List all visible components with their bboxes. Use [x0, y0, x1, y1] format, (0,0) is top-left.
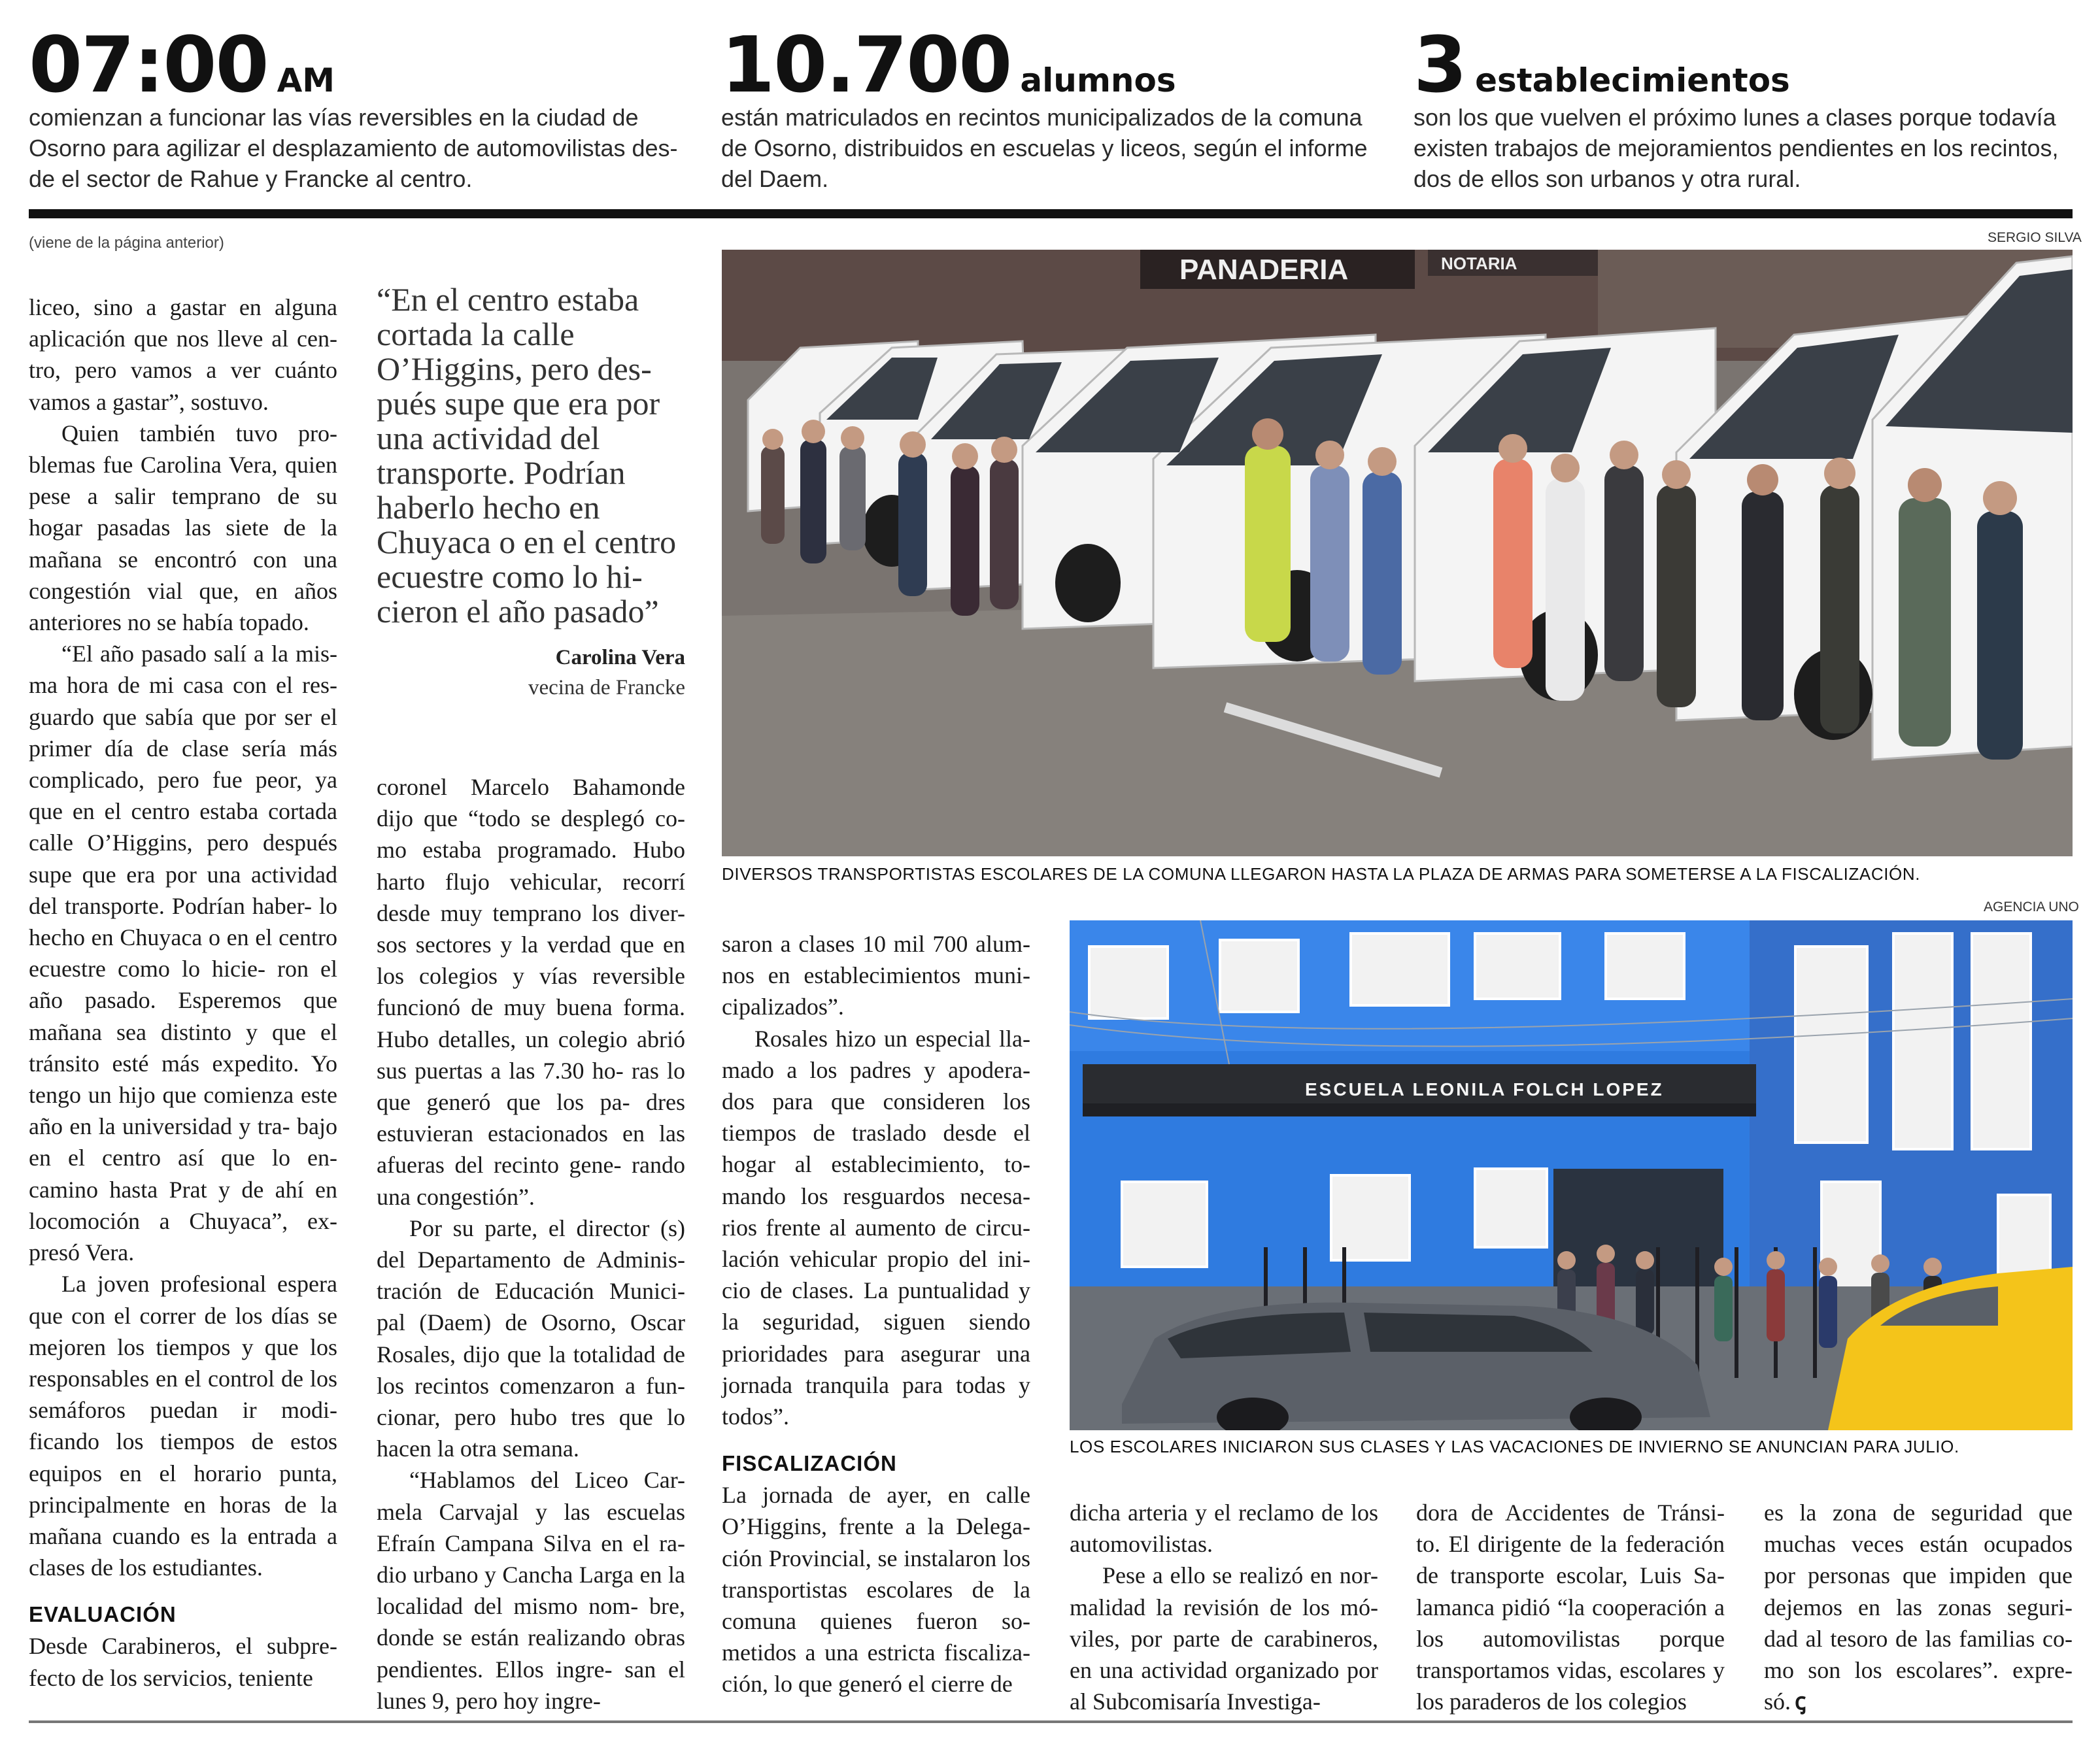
stat-desc-line: existen trabajos de mejoramientos pendientes en los recintos, — [1414, 135, 2059, 161]
pullquote-line: pués supe que era por — [377, 385, 660, 422]
article-column-3 — [722, 928, 1030, 1700]
stat-desc-line: de Osorno, distribuidos en escuelas y liceos, según el informe — [721, 135, 1368, 161]
section-heading: FISCALIZACIÓN — [722, 1451, 897, 1476]
stat-value: 3 — [1414, 20, 1466, 110]
paragraph: La joven profesional espera que con el correr de los días se mejoren los tiempos y que los responsables en el control de los semáforos puedan ir modi- ficando los tiempos de estos equipos en el horario punta, principalmente en horas de la mañana cuando es la entrada a clases de los estudiantes. — [29, 1271, 337, 1581]
stat-unit: alumnos — [1020, 61, 1176, 99]
photo-caption: LOS ESCOLARES INICIARON SUS CLASES Y LAS VACACIONES DE INVIERNO SE ANUNCIAN PARA JULIO. — [1070, 1437, 1959, 1456]
notary-sign: NOTARIA — [1441, 254, 1517, 273]
pullquote-line: cortada la calle — [377, 316, 575, 352]
paragraph: Pese a ello se realizó en nor- malidad la revisión de los mó- viles, por parte de carabineros, en una actividad organizado por al Subcomisaría Investiga- — [1070, 1562, 1378, 1715]
pullquote-line: una actividad del — [377, 420, 600, 456]
header-divider — [29, 209, 2073, 218]
stat-desc-line: comienzan a funcionar las vías reversibles en la ciudad de — [29, 104, 639, 131]
stat-value: 10.700 — [721, 20, 1011, 110]
pullquote-line: haberlo hecho en — [377, 489, 600, 526]
stat-description — [721, 102, 1381, 194]
end-mark-icon: ꞔ — [1795, 1688, 1806, 1715]
paragraph: dicha arteria y el reclamo de los automovilistas. — [1070, 1500, 1379, 1558]
pullquote — [377, 282, 703, 629]
pullquote-line: Chuyaca o en el centro — [377, 524, 677, 560]
stat-desc-line: Osorno para agilizar el desplazamiento de automovilistas des- — [29, 135, 678, 161]
stat-description — [29, 102, 689, 194]
photo-school-entrance — [1070, 920, 2073, 1430]
photo-credit: AGENCIA UNO — [1984, 899, 2079, 914]
paragraph: “El año pasado salí a la mis- ma hora de mi casa con el res- guardo que sabía que por ser el primer día de clase sería más complicado, pero fue peor, ya que en el centro estaba cortada calle O’Higgins, pero después supe que era por una actividad del transporte. Podrían haber- lo hecho en Chuyaca o en el centro ecuestre como lo hicie- ron el año pasado. Esperemos que mañana sea distinto y que el tránsito esté más expedito. Yo tengo un hijo que comienza este año en la universidad y tra- bajo en el centro así que lo en- camino hasta Prat y de ahí en locomoción a Chuyaca”, ex- presó Vera. — [29, 641, 338, 1266]
pullquote-line: ecuestre como lo hi- — [377, 558, 643, 595]
photo-vans-inspection — [722, 250, 2073, 856]
stat-desc-line: dos de ellos son urbanos y otra rural. — [1414, 165, 1801, 192]
stat-desc-line: están matriculados en recintos municipalizados de la comuna — [721, 104, 1363, 131]
stat-description — [1414, 102, 2074, 194]
article-column-5 — [1416, 1497, 1725, 1717]
paragraph: liceo, sino a gastar en alguna aplicación que nos lleve al cen- tro, pero vamos a ver cuánto vamos a gastar”, sostuvo. — [29, 294, 337, 415]
article-column-6 — [1764, 1497, 2073, 1717]
pullquote-line: transporte. Podrían — [377, 454, 626, 491]
photo-credit: SERGIO SILVA — [1988, 230, 2082, 245]
footer-divider — [29, 1720, 2073, 1723]
stat-students — [721, 20, 1176, 110]
paragraph: “Hablamos del Liceo Car- mela Carvajal y las escuelas Efraín Campana Silva en el ra- dio urbano y Cancha Larga en la localidad del mismo nom- bre, donde se están realizando obras pendientes. Ellos ingre- san el lunes 9, pero hoy ingre- — [377, 1467, 686, 1714]
paragraph: Quien también tuvo pro- blemas fue Carolina Vera, quien pese a salir temprano de su hogar pasadas las siete de la mañana se encontró con una congestión vial que, en años anteriores no se había topado. — [29, 420, 337, 636]
stat-schools — [1414, 20, 1790, 110]
pullquote-author: Carolina Vera — [555, 646, 685, 669]
article-column-1 — [29, 292, 337, 1694]
article-column-4 — [1070, 1497, 1378, 1717]
article-column-2 — [377, 771, 685, 1717]
continued-note: (viene de la página anterior) — [29, 234, 224, 252]
paragraph: Desde Carabineros, el subpre- fecto de los servicios, teniente — [29, 1633, 337, 1691]
paragraph: Rosales hizo un especial lla- mado a los padres y apodera- dos para que consideren los tiempos de traslado desde el hogar al establecimiento, to- mando los resguardos necesa- rios frente al aumento de circu- lación vehicular propio del ini- cio de clases. La puntualidad y la seguridad, siguen siendo prioridades para asegurar una jornada tranquila para todas y todos”. — [722, 1025, 1030, 1430]
stat-value: 07:00 — [29, 20, 268, 110]
pullquote-line: “En el centro estaba — [377, 281, 639, 318]
stat-desc-line: del Daem. — [721, 165, 829, 192]
bakery-sign: PANADERIA — [1179, 254, 1349, 286]
paragraph: saron a clases 10 mil 700 alum- nos en establecimientos muni- cipalizados”. — [722, 931, 1030, 1020]
paragraph: coronel Marcelo Bahamonde dijo que “todo se desplegó co- mo estaba programado. Hubo harto flujo vehicular, recorrí desde muy temprano los diver- sos sectores y la verdad que en los colegios y vías reversible funcionó de muy buena forma. Hubo detalles, un colegio abrió sus puertas a las 7.30 ho- ras lo que generó que los pa- dres estuvieran estacionados en las afueras del recinto gene- rando una congestión”. — [377, 774, 686, 1210]
stat-unit: AM — [277, 61, 335, 99]
stat-time — [29, 20, 335, 110]
pullquote-line: cieron el año pasado” — [377, 593, 659, 629]
paragraph: dora de Accidentes de Tránsi- to. El dirigente de la federación de transporte escolar, Luis Sa- lamanca pidió “la cooperación a los automovilistas porque transportamos vidas, escolares y los paraderos de los colegios — [1416, 1500, 1725, 1715]
stat-desc-line: de el sector de Rahue y Francke al centro. — [29, 165, 473, 192]
stat-unit: establecimientos — [1475, 61, 1790, 99]
section-heading: EVALUACIÓN — [29, 1602, 177, 1627]
pullquote-line: O’Higgins, pero des- — [377, 350, 652, 387]
school-sign: ESCUELA LEONILA FOLCH LOPEZ — [1305, 1079, 1664, 1099]
photo-caption: DIVERSOS TRANSPORTISTAS ESCOLARES DE LA COMUNA LLEGARON HASTA LA PLAZA DE ARMAS PARA SOMETERSE A LA FISCALIZACIÓN. — [722, 864, 1921, 884]
paragraph: Por su parte, el director (s) del Departamento de Adminis- tración de Educación Munici- pal (Daem) de Osorno, Oscar Rosales, dijo que la totalidad de los recintos comenzaron a fun- cionar, pero hubo tres que lo hacen la otra semana. — [377, 1215, 685, 1462]
paragraph: La jornada de ayer, en calle O’Higgins, frente a la Delega- ción Provincial, se instalaron los transportistas escolares de la comuna quienes fueron so- metidos a una estricta fiscaliza- ción, lo que generó el cierre de — [722, 1482, 1031, 1698]
paragraph: es la zona de seguridad que muchas veces están ocupados por personas que impiden que dejemos en las zonas seguri- dad al tesoro de las familias co- mo son los escolares”. expre- só. ꞔ — [1764, 1500, 2073, 1715]
pullquote-author-role: vecina de Francke — [528, 676, 685, 699]
stat-desc-line: son los que vuelven el próximo lunes a clases porque todavía — [1414, 104, 2056, 131]
